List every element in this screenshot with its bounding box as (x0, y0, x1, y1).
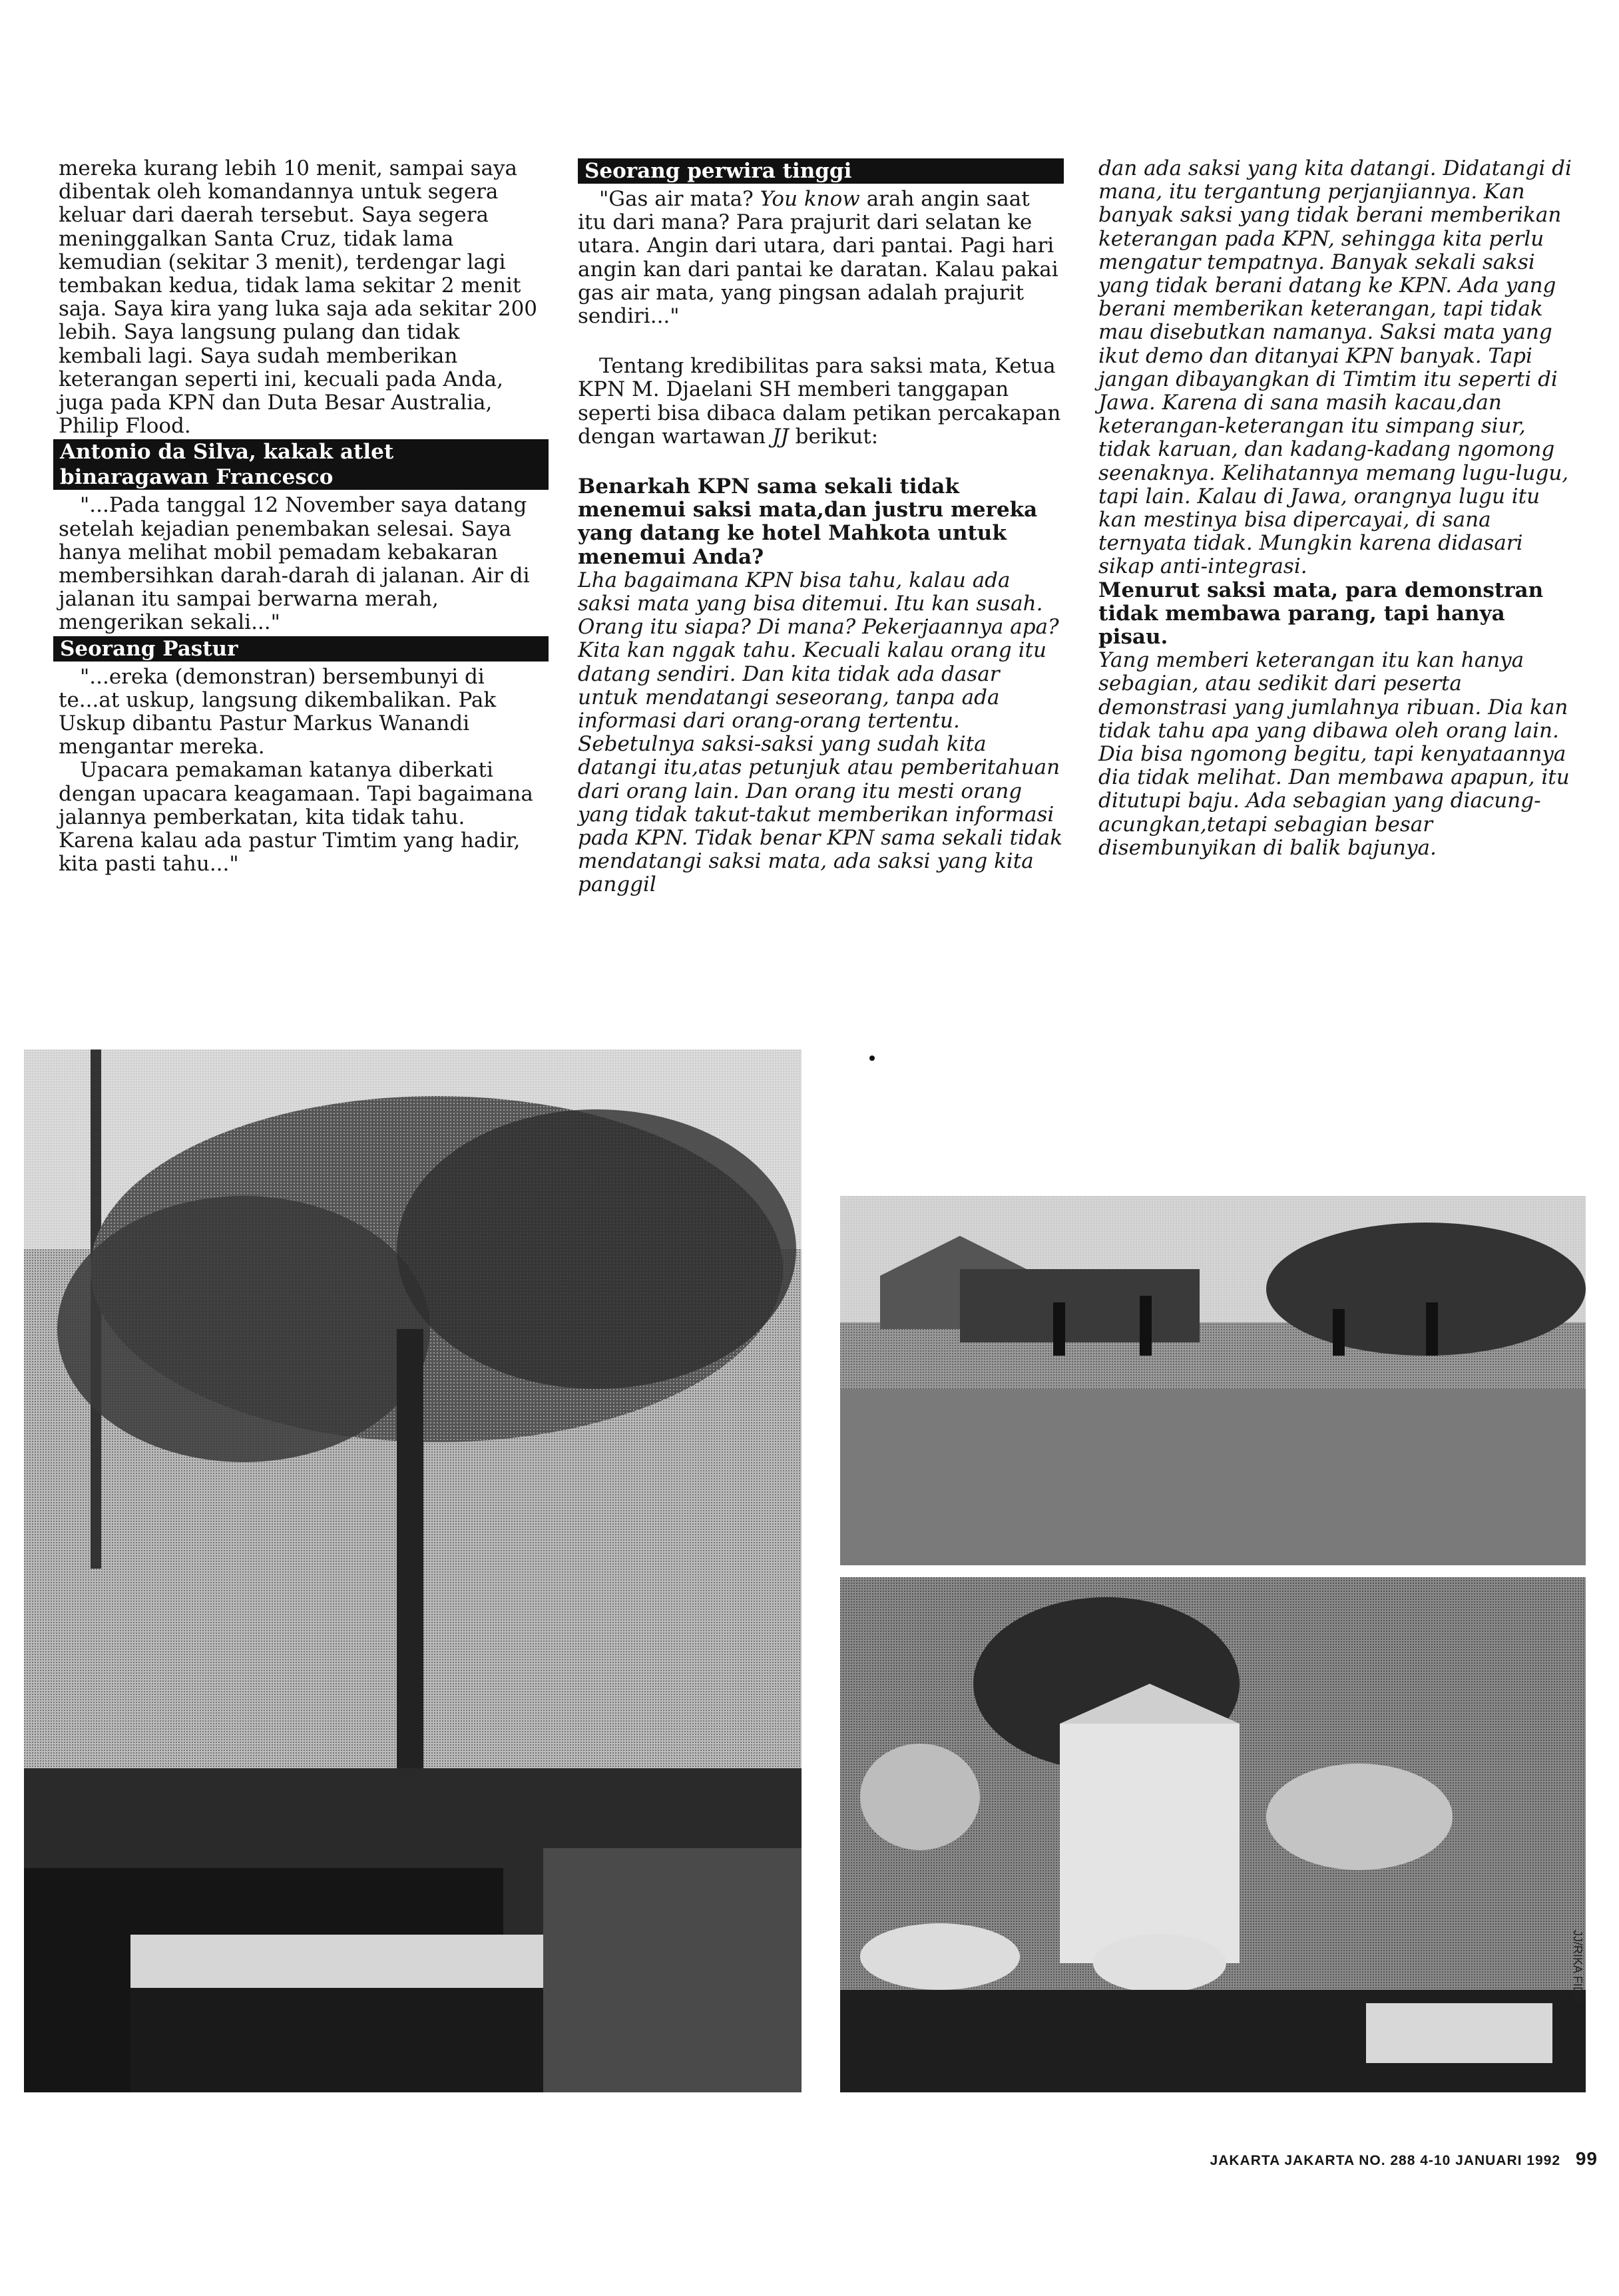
interview-answer: Lha bagaimana KPN bisa tahu, kalau ada saksi mata yang bisa ditemui. Itu kan susah. Orang itu siapa? Di mana? Pekerjaannya apa? Kita kan nggak tahu. Kecuali kalau orang itu datang sendiri. Dan kita tidak ada dasar untuk mendatangi seseorang, tanpa ada informasi dari orang-orang tertentu. Sebetulnya saksi-saksi yang sudah kita datangi itu,atas petunjuk atau pemberitahuan dari orang lain. Dan orang itu mesti orang yang tidak takut-takut memberikan informasi pada KPN. Tidak benar KPN sama sekali tidak mendatangi saksi mata, ada saksi yang kita panggil (578, 568, 1063, 897)
article-column-2 (578, 157, 1064, 897)
page-footer (1132, 2148, 1598, 2170)
speaker-heading-pastur: Seorang Pastur (53, 636, 549, 662)
interview-question: Menurut saksi mata, para demonstran tidak membawa parang, tapi hanya pisau. (1098, 578, 1544, 650)
photo-credit: JJ/RIKA FIDA (1571, 1930, 1584, 2004)
page-number: 99 (1575, 2148, 1598, 2169)
photo-tree-cemetery-image (24, 1050, 802, 2092)
quote-paragraph: "...Pada tanggal 12 November saya datang setelah kejadian penembakan selesai. Saya hanya melihat mobil pemadam kebakaran membersihkan darah-darah di jalanan. Air di jalanan itu sampai berwarna merah, mengerikan sekali..." (59, 493, 530, 635)
decorative-dot (869, 1055, 875, 1061)
photo-tree-cemetery (24, 1050, 802, 2092)
photo-graves-flowers (840, 1577, 1586, 2092)
magazine-issue: JAKARTA JAKARTA NO. 288 4-10 JANUARI 1992 (1210, 2153, 1560, 2168)
body-paragraph: Tentang kredibilitas para saksi mata, Ketua KPN M. Djaelani SH memberi tanggapan seperti bisa dibaca dalam petikan percakapan dengan wartawan JJ berikut: (578, 354, 1061, 449)
body-paragraph: mereka kurang lebih 10 menit, sampai saya dibentak oleh komandannya untuk segera keluar dari daerah tersebut. Saya segera meninggalkan Santa Cruz, tidak lama kemudian (sekitar 3 menit), terdengar lagi tembakan kedua, tidak lama sekitar 2 menit saja. Saya kira yang luka saja ada sekitar 200 lebih. Saya langsung pulang dan tidak kembali lagi. Saya sudah memberikan keterangan seperti ini, kecuali pada Anda, juga pada KPN dan Duta Besar Australia, Philip Flood. (59, 156, 538, 439)
quote-paragraph: Upacara pemakaman katanya diberkati dengan upacara keagamaan. Tapi bagaimana jalannya pemberkatan, kita tidak tahu. Karena kalau ada pastur Timtim yang hadir, kita pasti tahu..." (59, 758, 533, 876)
quote-paragraph: "Gas air mata? You know arah angin saat itu dari mana? Para prajurit dari selatan ke utara. Angin dari utara, dari pantai. Pagi hari angin kan dari pantai ke daratan. Kalau pakai gas air mata, yang pingsan adalah prajurit sendiri..." (578, 187, 1058, 329)
photo-field-soldiers-image (840, 1196, 1586, 1565)
article-column-3 (1098, 157, 1578, 860)
photo-graves-flowers-image (840, 1577, 1586, 2092)
interview-question: Benarkah KPN sama sekali tidak menemui saksi mata,dan justru mereka yang datang ke hotel Mahkota untuk menemui Anda? (578, 475, 1038, 569)
interview-answer: dan ada saksi yang kita datangi. Didatangi di mana, itu tergantung perjanjiannya. Kan banyak saksi yang tidak berani memberikan keterangan pada KPN, sehingga kita perlu mengatur tempatnya. Banyak sekali saksi yang tidak berani datang ke KPN. Ada yang berani memberikan keterangan, tapi tidak mau disebutkan namanya. Saksi mata yang ikut demo dan ditanyai KPN banyak. Tapi jangan dibayangkan di Timtim itu seperti di Jawa. Karena di sana masih kacau,dan keterangan-keterangan itu simpang siur, tidak karuan, dan kadang-kadang ngomong seenaknya. Kelihatannya memang lugu-lugu, tapi lain. Kalau di Jawa, orangnya lugu itu kan mestinya bisa dipercayai, di sana ternyata tidak. Mungkin karena didasari sikap anti-integrasi. (1098, 156, 1572, 579)
speaker-heading-antonio: Antonio da Silva, kakak atlet binaragawan Francesco (53, 439, 549, 490)
interview-answer: Yang memberi keterangan itu kan hanya sebagian, atau sedikit dari peserta demonstrasi yang jumlahnya ribuan. Dia kan tidak tahu apa yang dibawa oleh orang lain. Dia bisa ngomong begitu, tapi kenyataannya dia tidak melihat. Dan membawa apapun, itu ditutupi baju. Ada sebagian yang diacung-acungkan,tetapi sebagian besar disembunyikan di balik bajunya. (1098, 648, 1570, 860)
speaker-heading-perwira: Seorang perwira tinggi (578, 158, 1064, 184)
photo-field-soldiers (840, 1196, 1586, 1565)
article-column-1 (59, 157, 542, 876)
quote-paragraph: "...ereka (demonstran) bersembunyi di te...at uskup, langsung dikembalikan. Pak Uskup dibantu Pastur Markus Wanandi mengantar mereka. (59, 664, 497, 759)
